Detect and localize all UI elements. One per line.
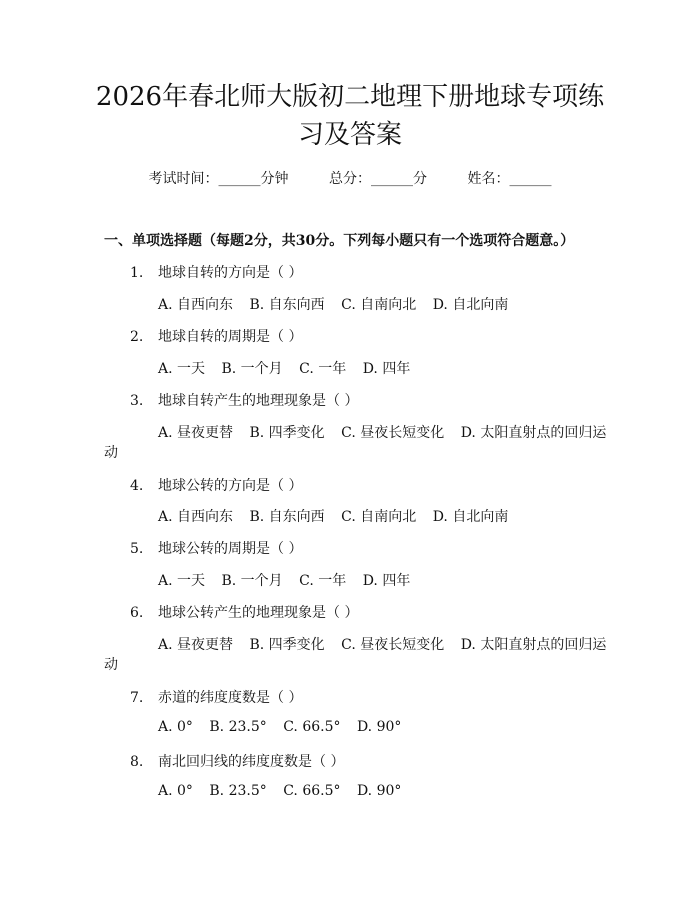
option: A. 自西向东 — [158, 297, 234, 313]
question-text: 地球自转的方向是（ ） — [158, 265, 303, 281]
option: B. 23.5° — [209, 783, 267, 799]
question — [130, 475, 302, 495]
option: C. 昼夜长短变化 — [341, 637, 445, 653]
option: A. 自西向东 — [158, 509, 234, 525]
option: A. 一天 — [158, 361, 206, 377]
question-options — [158, 570, 410, 590]
total-score: 总分：______分 — [329, 171, 427, 187]
option: D. 四年 — [362, 361, 411, 377]
option: A. 昼夜更替 — [158, 425, 234, 441]
question-number: 7. — [130, 690, 144, 706]
question-text: 地球自转产生的地理现象是（ ） — [158, 393, 359, 409]
option: B. 自东向西 — [249, 297, 325, 313]
question-text: 地球自转的周期是（ ） — [158, 329, 303, 345]
question — [130, 390, 358, 410]
exam-info — [0, 168, 700, 188]
question — [130, 602, 358, 622]
option: B. 一个月 — [221, 361, 283, 377]
option: C. 66.5° — [283, 719, 341, 735]
option: D. 90° — [356, 783, 402, 799]
option: D. 自北向南 — [432, 297, 509, 313]
option: B. 一个月 — [221, 573, 283, 589]
option: B. 四季变化 — [249, 637, 325, 653]
option: C. 一年 — [299, 573, 347, 589]
option: A. 昼夜更替 — [158, 637, 234, 653]
student-name: 姓名：______ — [467, 171, 552, 187]
question-options — [158, 634, 606, 654]
question-text: 地球公转的周期是（ ） — [158, 541, 303, 557]
option: B. 自东向西 — [249, 509, 325, 525]
option: C. 自南向北 — [341, 297, 417, 313]
question-number: 2. — [130, 329, 144, 345]
question-options — [158, 422, 606, 442]
question-options — [158, 358, 410, 378]
question-number: 3. — [130, 393, 144, 409]
question-text: 地球公转产生的地理现象是（ ） — [158, 605, 359, 621]
option: D. 90° — [356, 719, 402, 735]
question-number: 5. — [130, 541, 144, 557]
option: A. 一天 — [158, 573, 206, 589]
option: A. 0° — [158, 719, 193, 735]
section-heading: 一、单项选择题（每题2分，共30分。下列每小题只有一个选项符合题意。） — [104, 233, 575, 249]
question-options — [158, 506, 508, 526]
question-number: 1. — [130, 265, 144, 281]
question-number: 6. — [130, 605, 144, 621]
question-options — [158, 783, 401, 799]
question — [130, 262, 302, 282]
page-title: 2026年春北师大版初二地理下册地球专项练习及答案 — [95, 82, 605, 150]
question — [130, 538, 302, 558]
option: B. 四季变化 — [249, 425, 325, 441]
question-text: 南北回归线的纬度度数是（ ） — [158, 754, 345, 770]
question — [130, 751, 344, 771]
option-continuation: 动 — [104, 657, 118, 673]
question-options — [158, 294, 508, 314]
question-text: 地球公转的方向是（ ） — [158, 478, 303, 494]
option-continuation: 动 — [104, 445, 118, 461]
option: B. 23.5° — [209, 719, 267, 735]
option: D. 自北向南 — [432, 509, 509, 525]
exam-time: 考试时间：______分钟 — [148, 171, 289, 187]
question — [130, 326, 302, 346]
option: C. 自南向北 — [341, 509, 417, 525]
option: D. 四年 — [362, 573, 411, 589]
option: A. 0° — [158, 783, 193, 799]
question-options — [158, 719, 401, 735]
question-number: 4. — [130, 478, 144, 494]
option: D. 太阳直射点的回归运 — [460, 425, 607, 441]
question-text: 赤道的纬度度数是（ ） — [158, 690, 303, 706]
option: C. 昼夜长短变化 — [341, 425, 445, 441]
option: C. 66.5° — [283, 783, 341, 799]
question — [130, 687, 302, 707]
option: C. 一年 — [299, 361, 347, 377]
option: D. 太阳直射点的回归运 — [460, 637, 607, 653]
question-number: 8. — [130, 754, 144, 770]
